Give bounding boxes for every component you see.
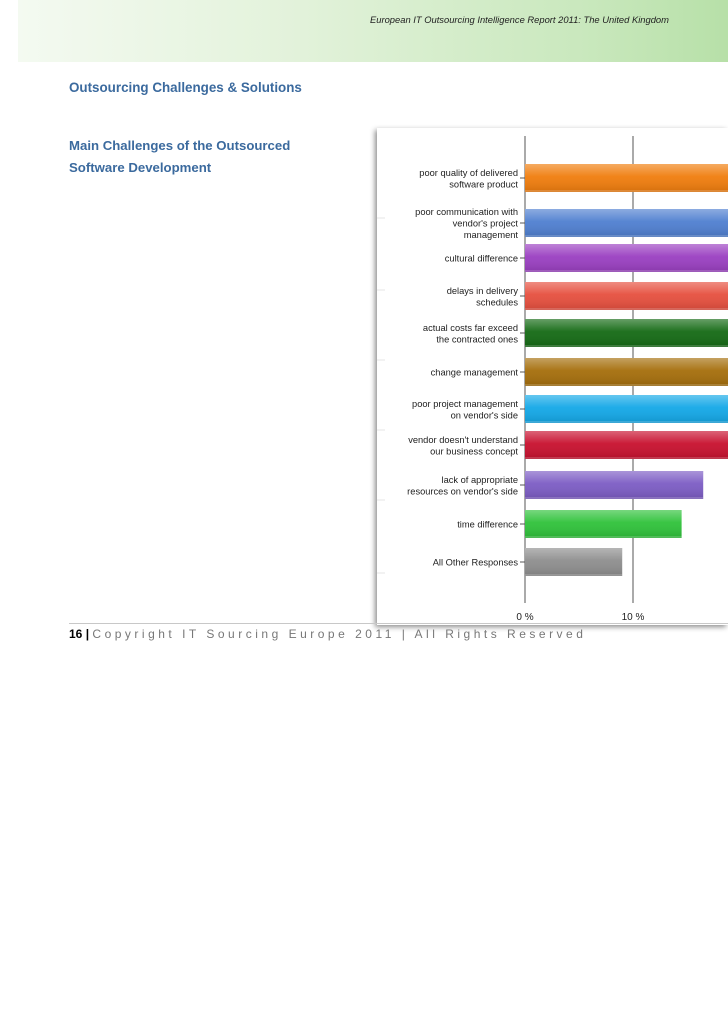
category-label: All Other Responses — [432, 557, 518, 568]
category-label: management — [463, 230, 518, 240]
chart-heading: Main Challenges of the Outsourced Software Development — [69, 138, 291, 175]
category-label: vendor's project — [452, 218, 518, 229]
bar-gloss — [525, 164, 728, 192]
bar-gloss — [525, 282, 728, 310]
challenges-bar-chart — [377, 128, 728, 625]
x-tick-label: 0 % — [516, 612, 534, 623]
bar-gloss — [525, 244, 728, 272]
bar-gloss — [525, 319, 728, 347]
category-label: the contracted ones — [436, 334, 518, 345]
header-band — [18, 0, 728, 62]
category-label: delays in delivery — [446, 285, 518, 296]
bar-gloss — [525, 471, 703, 499]
category-label: lack of appropriate — [441, 474, 518, 485]
category-label: actual costs far exceed — [422, 322, 518, 333]
category-label: time difference — [457, 519, 518, 530]
page-number: 16 — [69, 627, 83, 641]
category-label: poor quality of delivered — [419, 167, 518, 178]
bar-gloss — [525, 510, 682, 538]
section-title: Outsourcing Challenges & Solutions — [69, 80, 302, 95]
category-label: on vendor's side — [450, 410, 518, 421]
category-label: our business concept — [430, 446, 518, 457]
category-label: schedules — [476, 297, 518, 308]
bar-gloss — [525, 209, 728, 237]
footer — [69, 623, 728, 641]
category-label: software product — [449, 179, 518, 190]
bar-gloss — [525, 548, 622, 576]
copyright-text: Copyright IT Sourcing Europe 2011 | All Rights Reserved — [92, 627, 587, 641]
bar-gloss — [525, 431, 728, 459]
x-tick-label: 10 % — [621, 612, 645, 623]
category-label: vendor doesn't understand — [408, 434, 518, 445]
category-label: change management — [430, 367, 518, 378]
category-label: cultural difference — [444, 253, 518, 264]
bar-gloss — [525, 395, 728, 423]
bar-gloss — [525, 358, 728, 386]
report-title: European IT Outsourcing Intelligence Report 2011: The United Kingdom — [370, 14, 669, 25]
category-label: poor project management — [412, 398, 518, 409]
category-label: poor communication with — [415, 207, 518, 217]
chart-frame — [377, 128, 728, 625]
footer-separator: | — [85, 627, 90, 641]
category-label: resources on vendor's side — [407, 486, 518, 497]
